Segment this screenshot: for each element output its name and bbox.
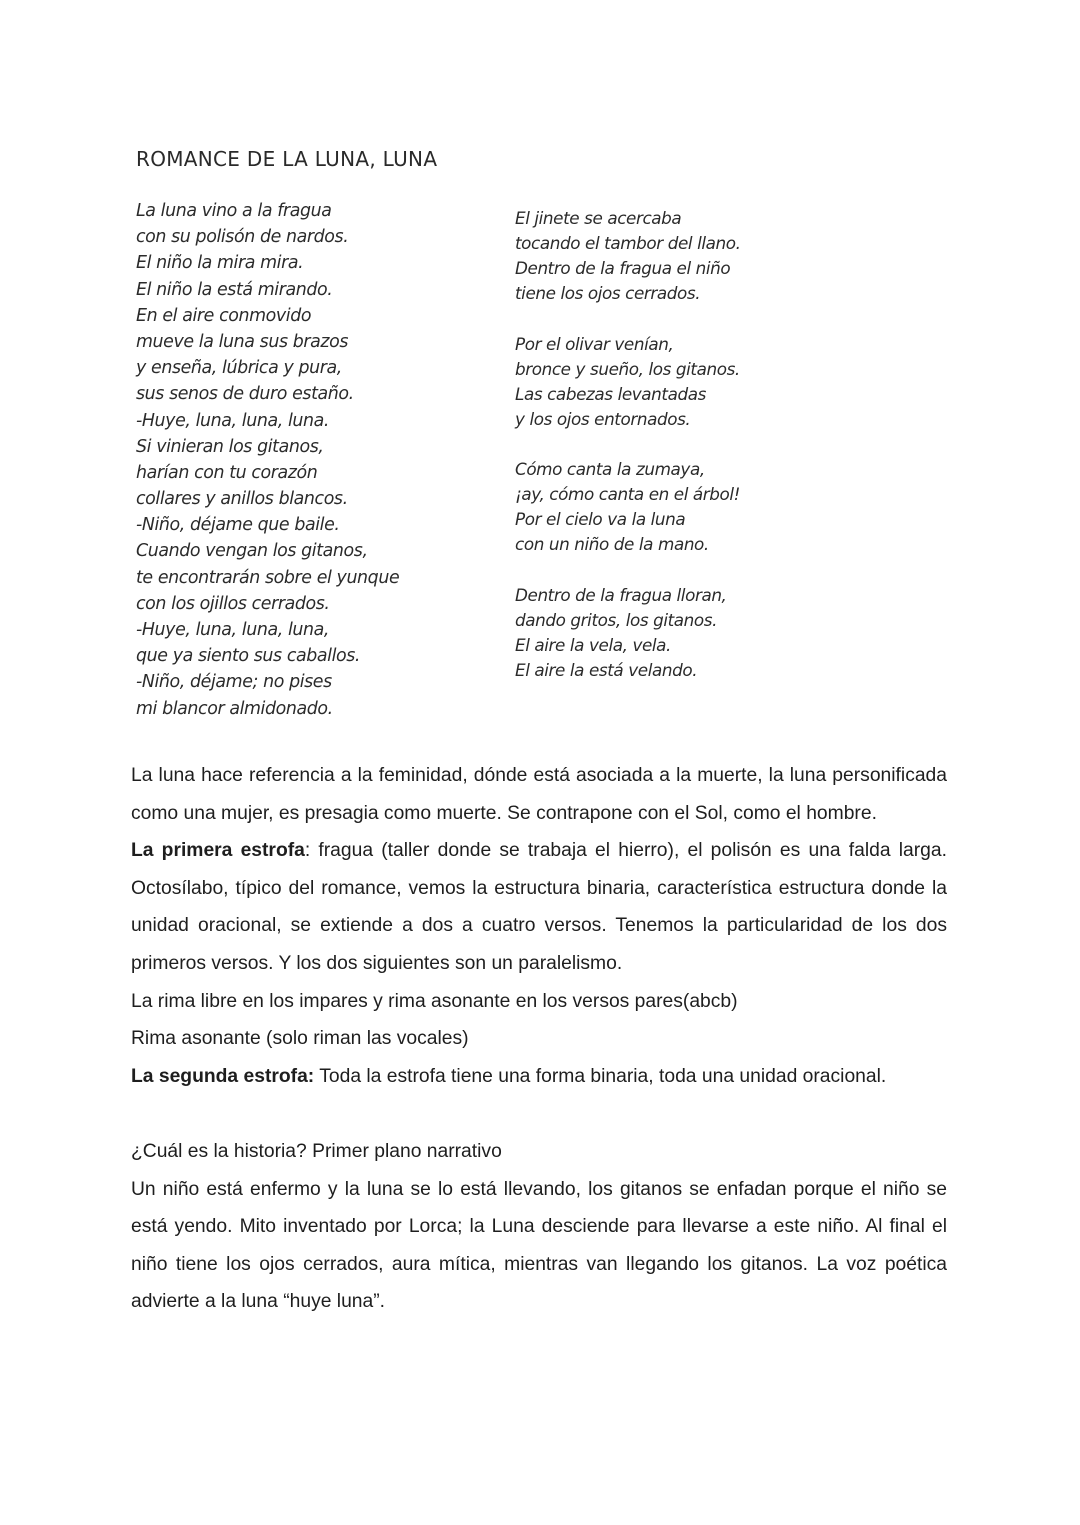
verse-line: mi blancor almidonado. bbox=[136, 698, 333, 719]
verse-line: con su polisón de nardos. bbox=[136, 227, 349, 248]
verse-line: que ya siento sus caballos. bbox=[136, 646, 361, 667]
verse-line: collares y anillos blancos. bbox=[136, 489, 348, 510]
verse-line: te encontrarán sobre el yunque bbox=[136, 567, 400, 588]
verse-line: dando gritos, los gitanos. bbox=[515, 609, 718, 630]
poem-left-column bbox=[136, 198, 399, 722]
verse-line: Las cabezas levantadas bbox=[515, 383, 706, 404]
paragraph-gap bbox=[131, 1095, 947, 1133]
story-paragraph: Un niño está enfermo y la luna se lo está llevando, los gitanos se enfadan porque el niño se está yendo. Mito inventado por Lorca; la Luna desciende para llevarse a este niño. Al final el niño tiene los ojos cerrados, aura mítica, mientras van llegando los gitanos. La voz poética advierte a la luna “huye luna”. bbox=[131, 1178, 947, 1313]
rhyme-free-line: La rima libre en los impares y rima asonante en los versos pares(abcb) bbox=[131, 990, 738, 1012]
stanza bbox=[515, 583, 741, 683]
poem-right-column bbox=[515, 206, 741, 708]
verse-line: En el aire conmovido bbox=[136, 305, 312, 326]
verse-line: ¡ay, cómo canta en el árbol! bbox=[515, 484, 740, 505]
verse-line: mueve la luna sus brazos bbox=[136, 331, 349, 352]
first-stanza-text: : fragua (taller donde se trabaja el hierro), el polisón es una falda larga. Octosílabo, típico del romance, vemos la estructura binaria, característica estructura donde la unidad oracional, se extiende a dos a cuatro versos. Tenemos la particularidad de los dos primeros versos. Y los dos siguientes son un paralelismo. bbox=[131, 840, 947, 974]
verse-line: El niño la está mirando. bbox=[136, 279, 333, 300]
verse-line: y los ojos entornados. bbox=[515, 408, 691, 429]
verse-line: El aire la vela, vela. bbox=[515, 634, 671, 655]
verse-line: Si vinieran los gitanos, bbox=[136, 436, 324, 457]
verse-line: -Huye, luna, luna, luna. bbox=[136, 410, 330, 431]
stanza bbox=[515, 332, 741, 432]
verse-line: Cuando vengan los gitanos, bbox=[136, 541, 368, 562]
verse-line: El niño la mira mira. bbox=[136, 253, 304, 274]
verse-line: sus senos de duro estaño. bbox=[136, 384, 354, 405]
verse-line: harían con tu corazón bbox=[136, 462, 318, 483]
first-stanza-label: La primera estrofa bbox=[131, 840, 305, 862]
verse-line: tocando el tambor del llano. bbox=[515, 233, 741, 254]
verse-line: El jinete se acercaba bbox=[515, 208, 682, 228]
verse-line: Dentro de la fragua el niño bbox=[515, 258, 731, 279]
second-stanza-text: Toda la estrofa tiene una forma binaria, toda una unidad oracional. bbox=[314, 1065, 887, 1087]
verse-line: -Niño, déjame; no pises bbox=[136, 672, 332, 693]
verse-line: Dentro de la fragua lloran, bbox=[515, 584, 727, 605]
verse-line: El aire la está velando. bbox=[515, 659, 698, 680]
verse-line: La luna vino a la fragua bbox=[136, 201, 332, 221]
verse-line: -Huye, luna, luna, luna, bbox=[136, 620, 330, 640]
verse-line: -Niño, déjame que baile. bbox=[136, 515, 340, 536]
second-stanza-paragraph bbox=[131, 1058, 947, 1096]
verse-line: con un niño de la mano. bbox=[515, 534, 709, 555]
poem-title: ROMANCE DE LA LUNA, LUNA bbox=[136, 147, 438, 171]
verse-line: bronce y sueño, los gitanos. bbox=[515, 358, 740, 379]
story-question: ¿Cuál es la historia? Primer plano narrativo bbox=[131, 1140, 502, 1162]
verse-line: Por el olivar venían, bbox=[515, 333, 674, 354]
rhyme-assonant-line: Rima asonante (solo riman las vocales) bbox=[131, 1028, 469, 1050]
verse-line: con los ojillos cerrados. bbox=[136, 593, 330, 614]
commentary bbox=[131, 757, 947, 1321]
stanza bbox=[515, 206, 741, 306]
first-stanza-paragraph bbox=[131, 832, 947, 982]
verse-line: y enseña, lúbrica y pura, bbox=[136, 358, 342, 379]
second-stanza-label: La segunda estrofa: bbox=[131, 1065, 315, 1087]
verse-line: tiene los ojos cerrados. bbox=[515, 283, 701, 304]
verse-line: Cómo canta la zumaya, bbox=[515, 459, 705, 480]
stanza bbox=[515, 457, 741, 557]
verse-line: Por el cielo va la luna bbox=[515, 509, 686, 530]
intro-paragraph: La luna hace referencia a la feminidad, dónde está asociada a la muerte, la luna personificada como una mujer, es presagia como muerte. Se contrapone con el Sol, como el hombre. bbox=[131, 765, 947, 824]
